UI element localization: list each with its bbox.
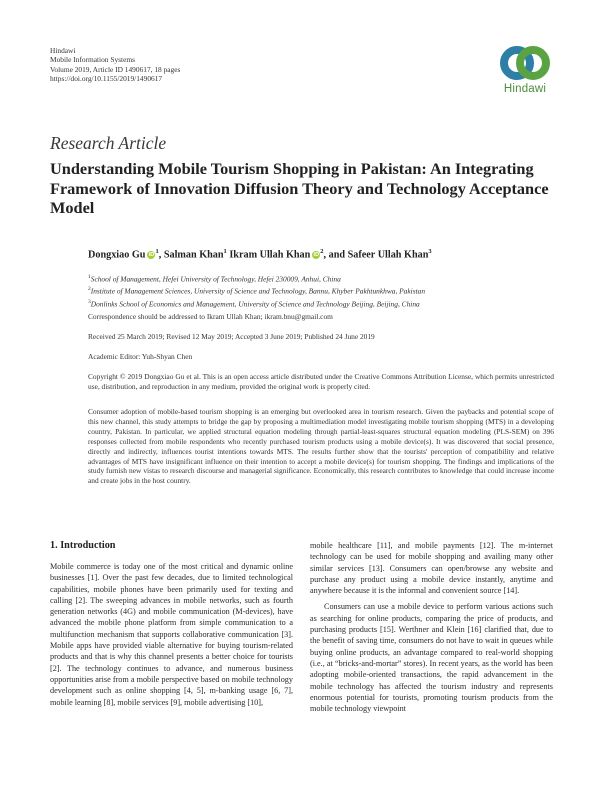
abstract: Consumer adoption of mobile-based tourism shopping is an emerging but overlooked area in tourism research. Given the paybacks and potential scope of this new channel, this study attempts to bridge the gap by proposing a multimediation model investigating mobile tourism shopping (MTS) in a developing country, Pakistan. In particular, we applied structural equation modeling through partial-least-squares structural equation modeling (PLS-SEM) on 396 responses collected from mobile respondents who recently purchased tourism products using a mobile device(s). It was discovered that social presence, directly and indirectly, influences tourist intentions towards MTS. The results further show that the tourists' perception of compatibility and relative advantages of MTS have insignificant influence on their intention to accept a mobile device(s) for tourism shopping. The findings and implications of the study furnish new vistas to research discourse and managerial significance. Economically, this research contributes to knowledge that could increase income and create jobs in the host country.	[88, 407, 554, 486]
affiliation-text: Donlinks School of Economics and Management, University of Science and Technology Beijing, Beijing, China	[90, 299, 420, 309]
orcid-icon[interactable]: iD	[313, 252, 320, 259]
article-type: Research Article	[50, 133, 167, 153]
author-affil-number: 2	[320, 248, 324, 255]
body-paragraph: Mobile commerce is today one of the most critical and dynamic online businesses [1]. Over the past few decades, due to limited technological capabilities, mobile phones have been primarily used for texting and calling [2]. The sweeping advances in mobile networks, such as fourth generation networks (4G) and mobile communication (M-devices), have advanced the mobile phone platform from simple communication to a multifunction mechanism that supports collaborative communication [3]. Mobile apps have provided viable alternative for buying tourism-related products and that is why this channel presents a better choice for tourists [2]. The technology continues to advance, and numerous business opportunities arise from a mobile perspective based on mobile technology development such as online shopping [4, 5], m-banking usage [6, 7], mobile learning [8], mobile services [9], mobile advertising [10],	[50, 562, 293, 707]
body-paragraph: mobile healthcare [11], and mobile payments [12]. The m-internet technology can be used for mobile shopping and availing many other similar services [13]. Consumers can open/browse any website and purchase any product using a mobile device instantly, anytime and anywhere because it is the informal and convenient source [14].	[310, 541, 553, 596]
orcid-icon[interactable]: iD	[148, 252, 155, 259]
author-affil-number: 3	[428, 248, 432, 255]
affiliation-number: 3	[88, 298, 91, 305]
body-column-right	[310, 540, 553, 714]
affiliation-item	[88, 272, 558, 284]
journal-info	[50, 46, 180, 84]
copyright-notice: Copyright © 2019 Dongxiao Gu et al. This is an open access article distributed under the Creative Commons Attribution License, which permits unrestricted use, distribution, and reproduction in any medium, provided the original work is properly cited.	[88, 372, 554, 391]
section-heading: 1. Introduction	[50, 540, 116, 551]
author-affil-number: 1	[155, 248, 159, 255]
article-title: Understanding Mobile Tourism Shopping in Pakistan: An Integrating Framework of Innovation Diffusion Theory and Technology Acceptance Model	[50, 159, 549, 217]
body-paragraph: Consumers can use a mobile device to perform various actions such as searching for online products, comparing the price of products, and purchasing products [15]. Werthner and Klein [16] clarified that, due to the benefit of saving time, consumers do not have to wait in queues while buying online products, an advantage compared to real-world shopping (i.e., at “bricks-and-mortar” stores). In recent years, as the world has been adopting mobile-oriented transactions, the rapid advancement in the mobile technology has affected the tourism industry and represents enormous potential for tourists, promoting tourism products from the mobile technology viewpoint	[310, 602, 553, 714]
author-name[interactable]: Ikram Ullah Khan	[229, 249, 311, 261]
affiliation-item	[88, 284, 558, 296]
affiliation-text: School of Management, Hefei University of Technology, Hefei 230009, Anhui, China	[90, 274, 341, 284]
affiliation-number: 1	[88, 274, 91, 280]
affiliations	[88, 272, 558, 309]
author-name[interactable]: Salman Khan	[163, 249, 224, 261]
author-separator: ,	[158, 249, 164, 261]
publisher-name: Hindawi	[50, 46, 76, 55]
author-name[interactable]: and Safeer Ullah Khan	[328, 249, 429, 261]
affiliation-item	[88, 297, 558, 309]
doi-link[interactable]: https://doi.org/10.1155/2019/1490617	[50, 74, 163, 84]
author-name[interactable]: Dongxiao Gu	[88, 249, 146, 261]
journal-name: Mobile Information Systems	[50, 55, 135, 65]
correspondence: Correspondence should be addressed to Ikram Ullah Khan; ikram.bnu@gmail.com	[88, 312, 333, 321]
hindawi-logo-icon	[497, 44, 553, 82]
academic-editor: Academic Editor: Yuh-Shyan Chen	[88, 352, 193, 361]
logo-text: Hindawi	[503, 83, 547, 95]
volume-info: Volume 2019, Article ID 1490617, 18 pages	[50, 64, 181, 74]
publication-dates: Received 25 March 2019; Revised 12 May 2019; Accepted 3 June 2019; Published 24 June 2019	[88, 332, 375, 341]
author-list	[88, 248, 432, 260]
body-column-left	[50, 540, 293, 708]
author-affil-number: 1	[223, 248, 227, 255]
affiliation-text: Institute of Management Sciences, University of Science and Technology, Bannu, Khyber Pakhtunkhwa, Pakistan	[90, 286, 426, 296]
author-separator: ,	[323, 249, 329, 261]
hindawi-logo	[494, 44, 556, 95]
affiliation-number: 2	[88, 286, 91, 293]
